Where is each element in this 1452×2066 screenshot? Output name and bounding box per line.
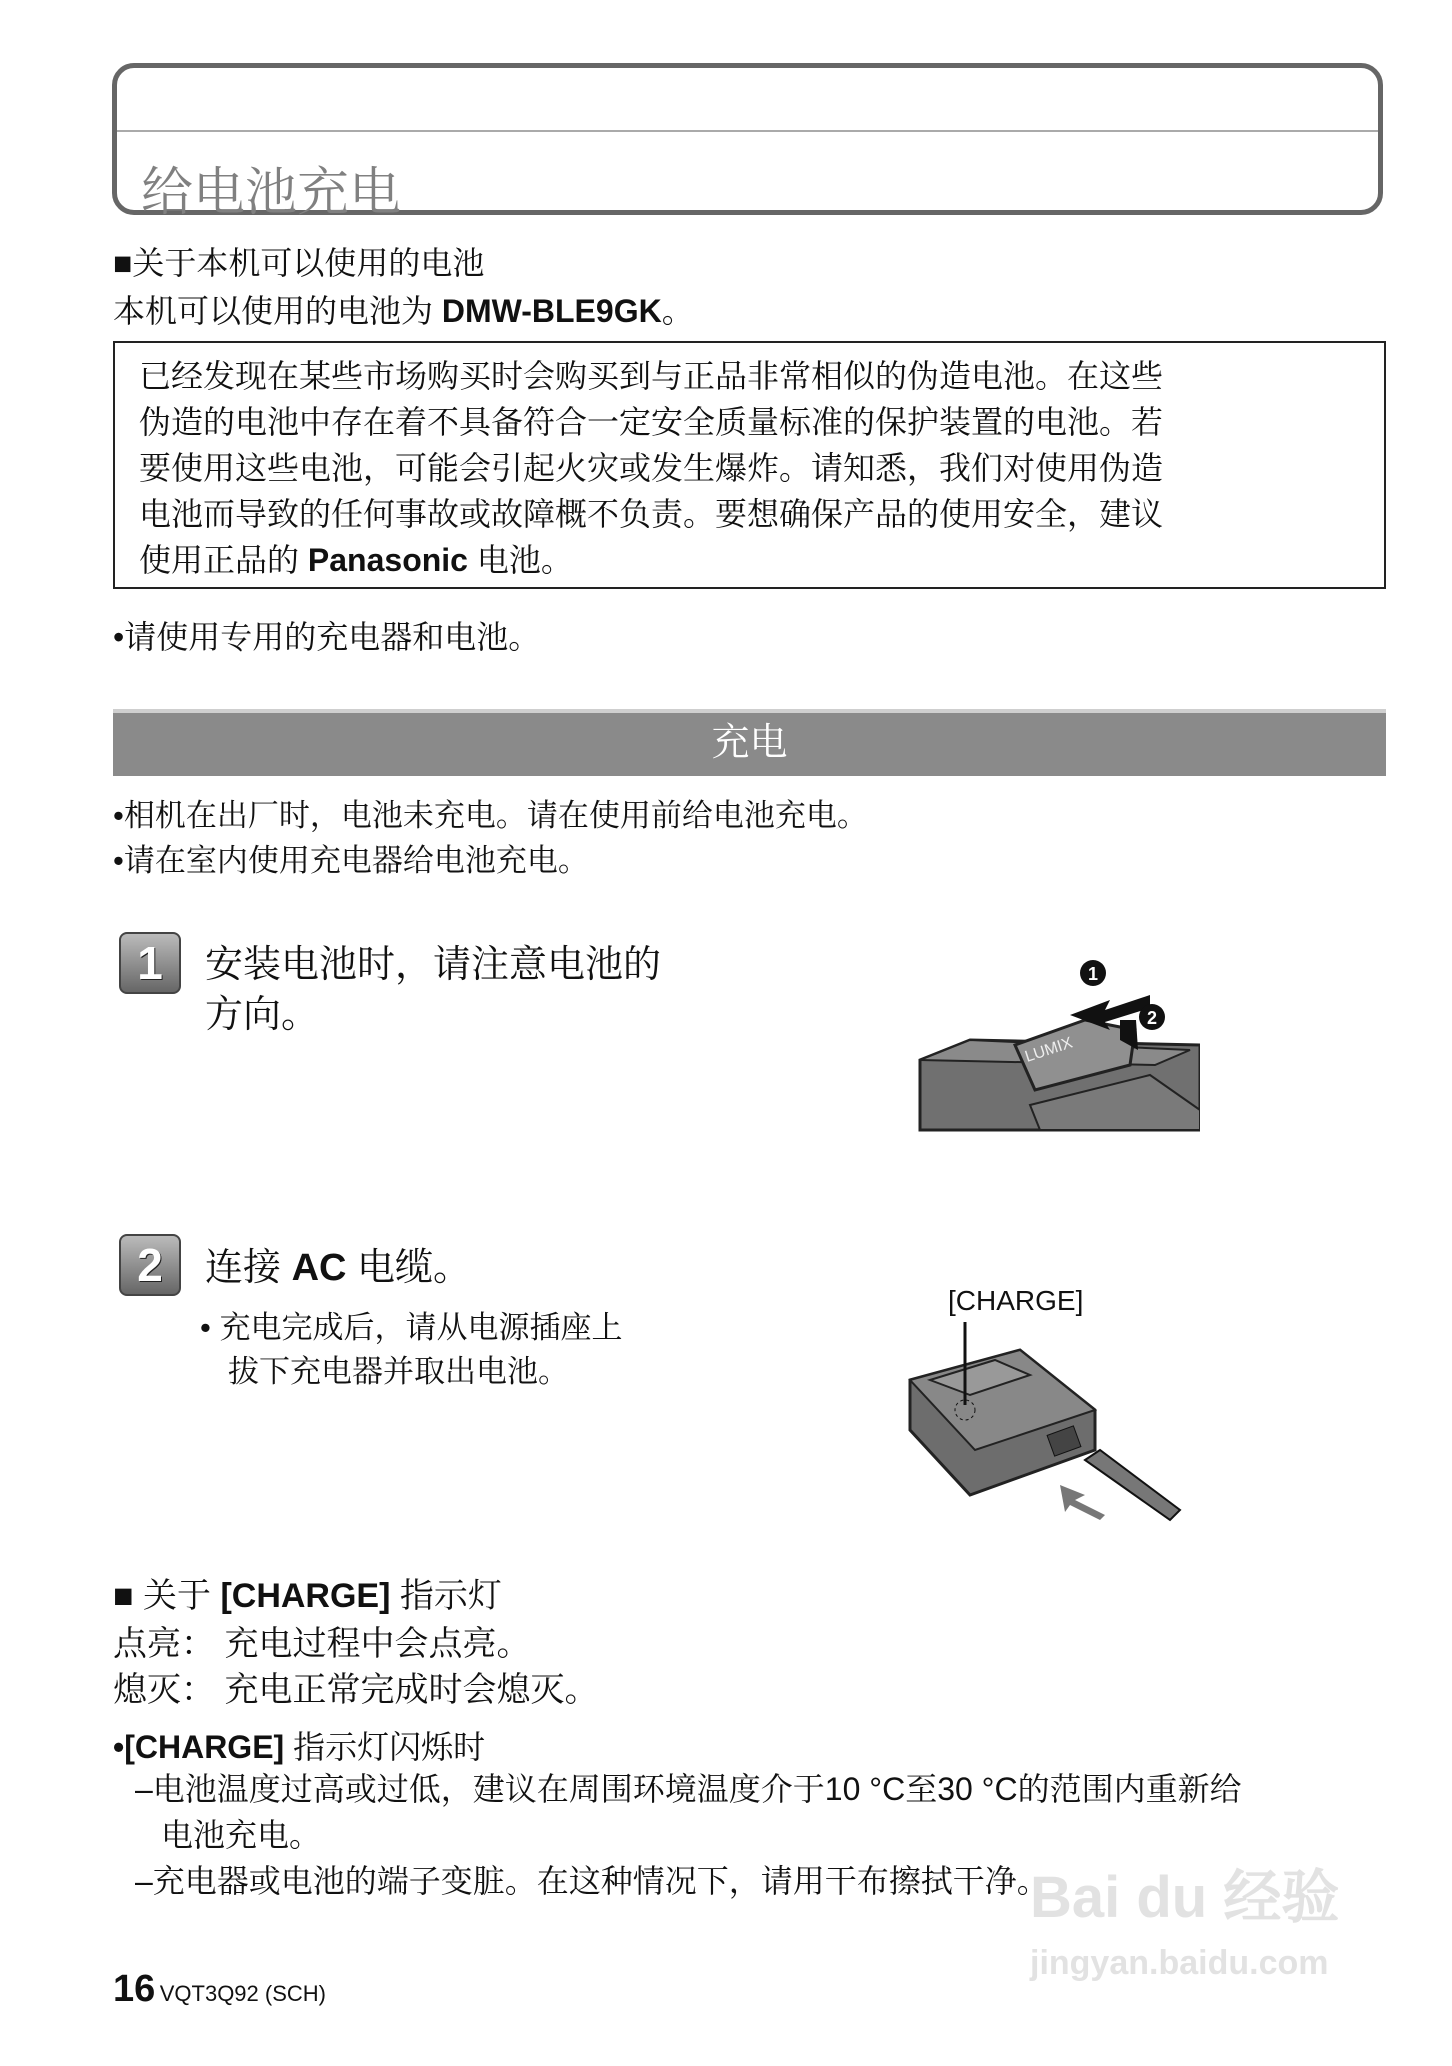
watermark-url: jingyan.baidu.com <box>1030 1944 1329 1982</box>
blink-heading-suffix: 指示灯闪烁时 <box>284 1729 486 1765</box>
warning-line <box>139 537 1360 583</box>
marker-2-label: 2 <box>1146 1008 1158 1028</box>
indicator-on: 点亮： 充电过程中会点亮。 <box>113 1625 531 1663</box>
blink-item: –电池温度过高或过低，建议在周围环境温度介于10 °C至30 °C的范围内重新给 <box>135 1771 1242 1807</box>
battery-line-suffix: 。 <box>661 293 694 329</box>
step-2-text <box>205 1236 471 1291</box>
blink-heading <box>113 1722 485 1768</box>
warning-last-prefix: 使用正品的 <box>139 542 308 578</box>
battery-model: DMW-BLE9GK <box>441 293 662 329</box>
page-title: 给电池充电 <box>141 164 402 222</box>
doc-code: VQT3Q92 (SCH) <box>159 1981 326 2006</box>
charge-heading-suffix: 指示灯 <box>390 1577 502 1615</box>
charge-label: [CHARGE] <box>948 1285 1084 1316</box>
baidu-watermark <box>1030 1850 1339 1983</box>
battery-line <box>113 286 694 332</box>
warning-line: 已经发现在某些市场购买时会购买到与正品非常相似的伪造电池。在这些 <box>139 358 1164 394</box>
indicator-off: 熄灭： 充电正常完成时会熄灭。 <box>113 1671 599 1709</box>
step-2-bold: AC <box>291 1247 347 1289</box>
charge-heading-bold: [CHARGE] <box>220 1577 391 1615</box>
step-2-sub: 拔下充电器并取出电池。 <box>228 1354 569 1389</box>
blink-item: –充电器或电池的端子变脏。在这种情况下，请用干布擦拭干净。 <box>135 1863 1049 1899</box>
title-box <box>112 63 1383 222</box>
warning-brand: Panasonic <box>307 542 468 578</box>
step-2-suffix: 电缆。 <box>346 1247 472 1289</box>
warning-box <box>113 341 1386 589</box>
charging-note: •相机在出厂时，电池未充电。请在使用前给电池充电。 <box>113 798 868 833</box>
page-number: 16 <box>113 1968 156 2010</box>
footer <box>113 1968 326 2011</box>
step-1-text: 安装电池时，请注意电池的 <box>205 944 662 986</box>
blink-item: 电池充电。 <box>161 1817 322 1853</box>
warning-line: 伪造的电池中存在着不具备符合一定安全质量标准的保护装置的电池。若 <box>139 404 1164 440</box>
charge-indicator-heading <box>113 1568 502 1617</box>
battery-install-illustration <box>900 950 1200 1140</box>
blink-heading-bold: •[CHARGE] <box>113 1729 285 1765</box>
step-1-icon: 1 <box>119 932 181 994</box>
section-band-charging: 充电 <box>113 709 1386 776</box>
charger-connect-illustration <box>900 1280 1200 1530</box>
charge-heading-prefix: ■ 关于 <box>113 1577 221 1615</box>
title-divider <box>117 130 1378 132</box>
warning-line: 电池而导致的任何事故或故障概不负责。要想确保产品的使用安全，建议 <box>139 496 1164 532</box>
step-2-prefix: 连接 <box>205 1247 292 1289</box>
charging-note: •请在室内使用充电器给电池充电。 <box>113 843 589 878</box>
note-dedicated: •请使用专用的充电器和电池。 <box>113 619 541 655</box>
battery-heading: ■关于本机可以使用的电池 <box>113 245 485 281</box>
warning-last-suffix: 电池。 <box>467 542 573 578</box>
step-2-sub: • 充电完成后，请从电源插座上 <box>200 1310 623 1345</box>
battery-line-prefix: 本机可以使用的电池为 <box>113 293 442 329</box>
step-2-icon: 2 <box>119 1234 181 1296</box>
marker-1-label: 1 <box>1087 964 1099 984</box>
battery-label: LUMIX <box>1022 1034 1075 1066</box>
watermark-brand: Bai du 经验 <box>1030 1865 1340 1930</box>
warning-line: 要使用这些电池，可能会引起火灾或发生爆炸。请知悉，我们对使用伪造 <box>139 450 1164 486</box>
step-1-text: 方向。 <box>205 994 320 1036</box>
